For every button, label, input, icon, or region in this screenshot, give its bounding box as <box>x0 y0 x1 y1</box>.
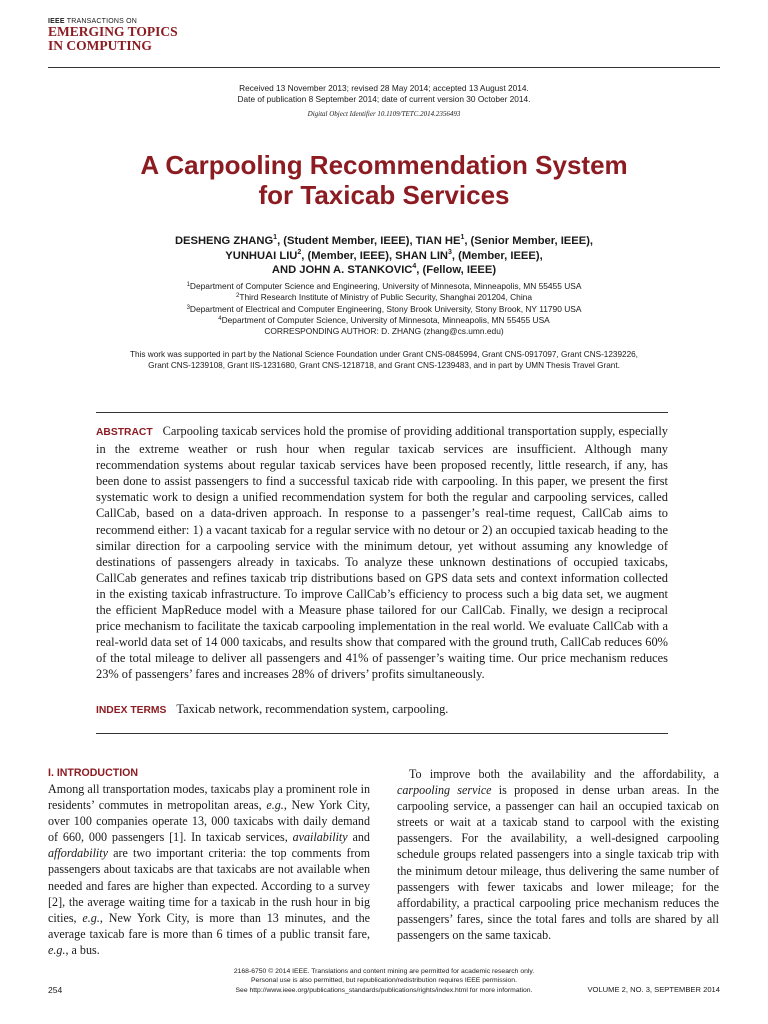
journal-name-line2: IN COMPUTING <box>48 38 152 53</box>
abstract-text: Carpooling taxicab services hold the promise of providing additional transportation supply, especially in the extreme weather or rush hour when regular taxicab services are insufficient. Although many recommendation systems about regular taxicab services have been proposed recently, little research, if any, has been done to assist passengers to find a successful taxicab ride with carpooling. In this paper, we present the first systematic work to design a unified recommendation system for both the regular and carpooling services, called CallCab, based on a data-driven approach. In response to a passenger’s real-time request, CallCab aims to recommend either: 1) a vacant taxicab for a regular service with no detour or 2) an occupied taxicab heading to the similar direction for a carpooling service with the minimum detour, yet without assuming any knowledge of destinations of passengers already in taxicabs. To analyze these unknown destinations of occupied taxicabs, CallCab generates and refines taxicab trip distributions based on GPS data sets and context information collected in the existing taxicab infrastructure. To improve CallCab’s efficiency to process such a big data set, we augment the efficient MapReduce model with a Measure phase tailored for our CallCab. Finally, we design a reciprocal price mechanism to facilitate the taxicab carpooling implementation in the real world. We evaluate CallCab with a real-world data set of 14 000 taxicabs, and results show that compared with the ground truth, CallCab reduces 60% of the total mileage to deliver all passengers and 41% of passenger’s waiting time. Our price mechanism reduces 23% of passengers’ fares and increases 28% of drivers’ profits simultaneously. <box>96 424 668 682</box>
header-rule <box>48 67 720 68</box>
paper-title: A Carpooling Recommendation System for Taxicab Services <box>140 150 628 210</box>
journal-name-line1: EMERGING TOPICS <box>48 24 178 39</box>
abstract-top-rule <box>96 412 668 413</box>
author-line: AND JOHN A. STANKOVIC$^4$, (Fellow, IEEE) <box>271 263 497 276</box>
abstract-label: ABSTRACT <box>96 427 153 438</box>
page-number: 254 <box>48 985 63 995</box>
index-terms-label: INDEX TERMS <box>96 705 167 716</box>
copyright-notice: 2168-6750 © 2014 IEEE. Translations and content mining are permitted for academic research only. Personal use is also permitted, but republication/redistribution requires IEEE permission. See http://www.ieee.org/publications_standards/publications/rights/index.html for more information. <box>233 968 535 994</box>
intro-paragraph: Among all transportation modes, taxicabs play a prominent role in residents’ commutes in metropolitan areas, e.g., New York City, over 100 companies operate 13, 000 taxicabs with daily demand of 660, 000 passengers [1]. In taxicab services, availability and affordability are two important criteria: the top comments from passengers about taxicabs are that taxicabs are not available when needed and fares are higher than expected. According to a survey [2], the average waiting time for a taxicab in the rush hour in big cities, e.g., New York City, is more than 13 minutes, and the average taxicab fare is more than 6 times of a public transit fare, e.g., a bus. <box>48 782 370 957</box>
corresponding-author: CORRESPONDING AUTHOR: D. ZHANG (zhang@cs.umn.edu) <box>264 326 504 337</box>
affiliations <box>48 281 720 337</box>
affiliation: $^2$Third Research Institute of Ministry of Public Security, Shanghai 201204, China <box>236 292 532 303</box>
body-column-right <box>397 766 719 943</box>
affiliation: $^1$Department of Computer Science and Engineering, University of Minnesota, Minneapolis, MN 55455 USA <box>186 281 582 291</box>
journal-header <box>48 18 178 53</box>
abstract-bottom-rule <box>96 733 668 734</box>
journal-prefix: IEEE TRANSACTIONS ON <box>48 18 138 25</box>
abstract <box>96 423 668 683</box>
index-terms <box>96 701 668 719</box>
received-dates: Received 13 November 2013; revised 28 May 2014; accepted 13 August 2014. Date of publication 8 September 2014; date of current version 30 October 2014. <box>237 83 531 104</box>
doi: Digital Object Identifier 10.1109/TETC.2014.2356493 <box>307 110 461 118</box>
volume-info: VOLUME 2, NO. 3, SEPTEMBER 2014 <box>587 985 720 994</box>
section-heading-introduction: I. INTRODUCTION <box>48 767 139 779</box>
index-terms-text: Taxicab network, recommendation system, carpooling. <box>176 702 449 716</box>
author-line: DESHENG ZHANG$^1$, (Student Member, IEEE), TIAN $HE^1$, (Senior Member, IEEE), <box>174 234 594 247</box>
funding-note: This work was supported in part by the National Science Foundation under Grant CNS-0845994, Grant CNS-0917097, Grant CNS-1239226, Grant CNS-1239108, Grant IIS-1231680, Grant CNS-1218718, and Grant CNS-1239483, and in part by UMN Thesis Travel Grant. <box>130 350 638 370</box>
affiliation: $^4$Department of Computer Science, University of Minnesota, Minneapolis, MN 55455 USA <box>218 314 550 325</box>
intro-paragraph: To improve both the availability and the affordability, a carpooling service is proposed in dense urban areas. In the carpooling service, a passenger can hail an occupied taxicab on streets or wait at a taxicab stand to carpool with the existing passengers. For the availability, a well-designed carpooling schedule groups related passengers into a single taxicab trip with the minimum detour mileage, thus delivering the same number of passengers with fewer taxicabs and lower mileage; for the affordability, a practical carpooling price mechanism reduces the passengers’ fares, since the total fares and tolls are shared by all passengers on the same taxicab. <box>397 767 720 942</box>
affiliation: $^3$Department of Electrical and Computer Engineering, Stony Brook University, Stony Brook, NY 11790 USA <box>186 303 582 314</box>
author-list <box>48 234 720 278</box>
body-column-left <box>48 766 370 958</box>
author-line: YUNHUAI LIU$^2$, (Member, IEEE), SHAN LIN$^3$, (Member, IEEE), <box>225 248 543 262</box>
